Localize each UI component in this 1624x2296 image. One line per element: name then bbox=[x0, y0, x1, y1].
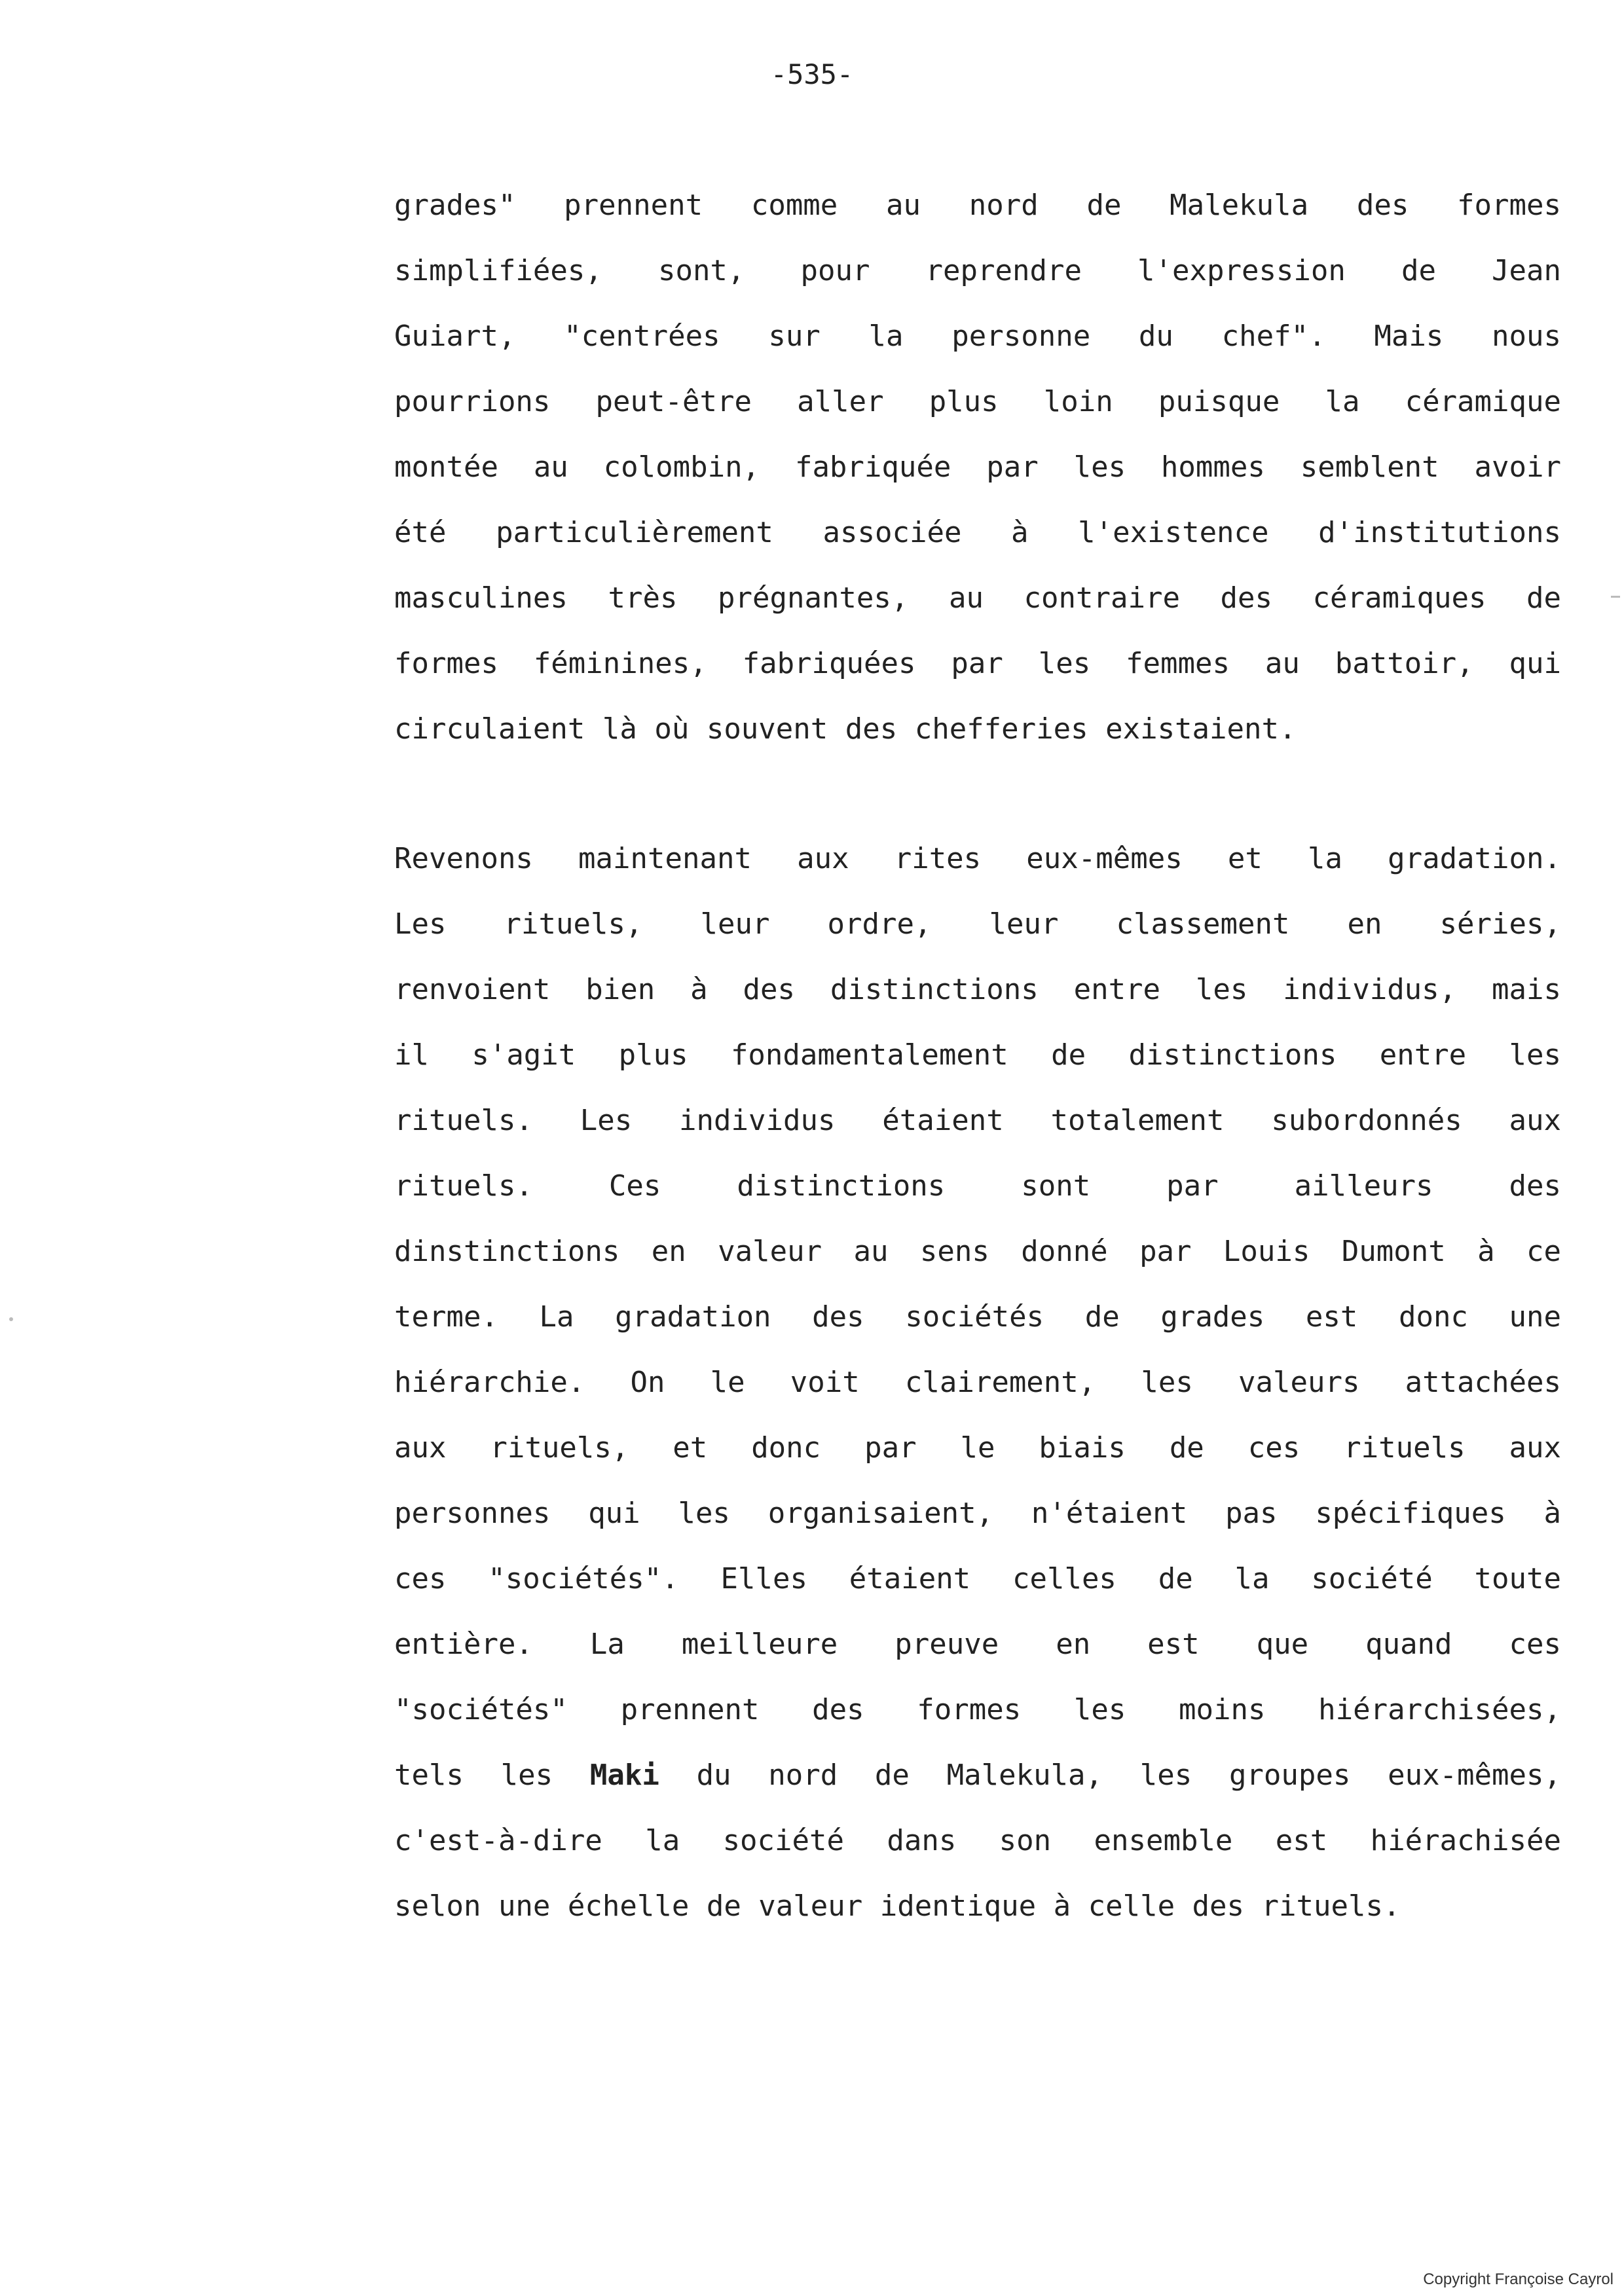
scan-mark bbox=[9, 1317, 13, 1321]
paragraph-1-line: pourrions peut-être aller plus loin puisque la céramique bbox=[394, 385, 1561, 418]
paragraph-2-line: ces "sociétés". Elles étaient celles de la société toute bbox=[394, 1562, 1561, 1595]
line-text: tels les bbox=[394, 1758, 553, 1792]
paragraph-1-line: montée au colombin, fabriquée par les hommes semblent avoir bbox=[394, 450, 1561, 484]
copyright-notice: Copyright Françoise Cayrol bbox=[1423, 2270, 1614, 2288]
paragraph-1-line: Guiart, "centrées sur la personne du chef". Mais nous bbox=[394, 319, 1561, 353]
paragraph-2-line: il s'agit plus fondamentalement de distinctions entre les bbox=[394, 1038, 1561, 1072]
paragraph-2-line: aux rituels, et donc par le biais de ces rituels aux bbox=[394, 1431, 1561, 1465]
paragraph-2-line: selon une échelle de valeur identique à celle des rituels. bbox=[394, 1889, 1401, 1923]
paragraph-2-line: c'est-à-dire la société dans son ensemble est hiérachisée bbox=[394, 1824, 1561, 1857]
paragraph-2-line: rituels. Ces distinctions sont par ailleurs des bbox=[394, 1169, 1561, 1203]
paragraph-2-line: dinstinctions en valeur au sens donné par Louis Dumont à ce bbox=[394, 1235, 1561, 1268]
paragraph-2-line: renvoient bien à des distinctions entre les individus, mais bbox=[394, 973, 1561, 1006]
paragraph-1-line: masculines très prégnantes, au contraire des céramiques de bbox=[394, 581, 1561, 615]
paragraph-2-line: hiérarchie. On le voit clairement, les valeurs attachées bbox=[394, 1366, 1561, 1399]
paragraph-2-line: terme. La gradation des sociétés de grades est donc une bbox=[394, 1300, 1561, 1334]
paragraph-2-line: rituels. Les individus étaient totalement subordonnés aux bbox=[394, 1104, 1561, 1137]
paragraph-1-line: circulaient là où souvent des chefferies existaient. bbox=[394, 712, 1297, 746]
paragraph-2-line-maki bbox=[394, 1756, 1561, 1795]
paragraph-2-line: Revenons maintenant aux rites eux-mêmes et la gradation. bbox=[394, 842, 1561, 875]
paragraph-1-line: formes féminines, fabriquées par les femmes au battoir, qui bbox=[394, 647, 1561, 680]
page-number: -535- bbox=[770, 58, 854, 90]
paragraph-1-line: grades" prennent comme au nord de Malekula des formes bbox=[394, 189, 1561, 222]
scan-mark bbox=[1611, 596, 1620, 598]
paragraph-2-line: entière. La meilleure preuve en est que quand ces bbox=[394, 1628, 1561, 1661]
line-text: du nord de Malekula, les groupes eux-mêmes, bbox=[696, 1758, 1561, 1792]
paragraph-2-line: personnes qui les organisaient, n'étaient pas spécifiques à bbox=[394, 1497, 1561, 1530]
paragraph-1-line: simplifiées, sont, pour reprendre l'expression de Jean bbox=[394, 254, 1561, 287]
maki-term: Maki bbox=[589, 1758, 659, 1792]
paragraph-2-line: Les rituels, leur ordre, leur classement en séries, bbox=[394, 907, 1561, 941]
paragraph-1-line: été particulièrement associée à l'existence d'institutions bbox=[394, 516, 1561, 549]
paragraph-2-line: "sociétés" prennent des formes les moins hiérarchisées, bbox=[394, 1693, 1561, 1726]
